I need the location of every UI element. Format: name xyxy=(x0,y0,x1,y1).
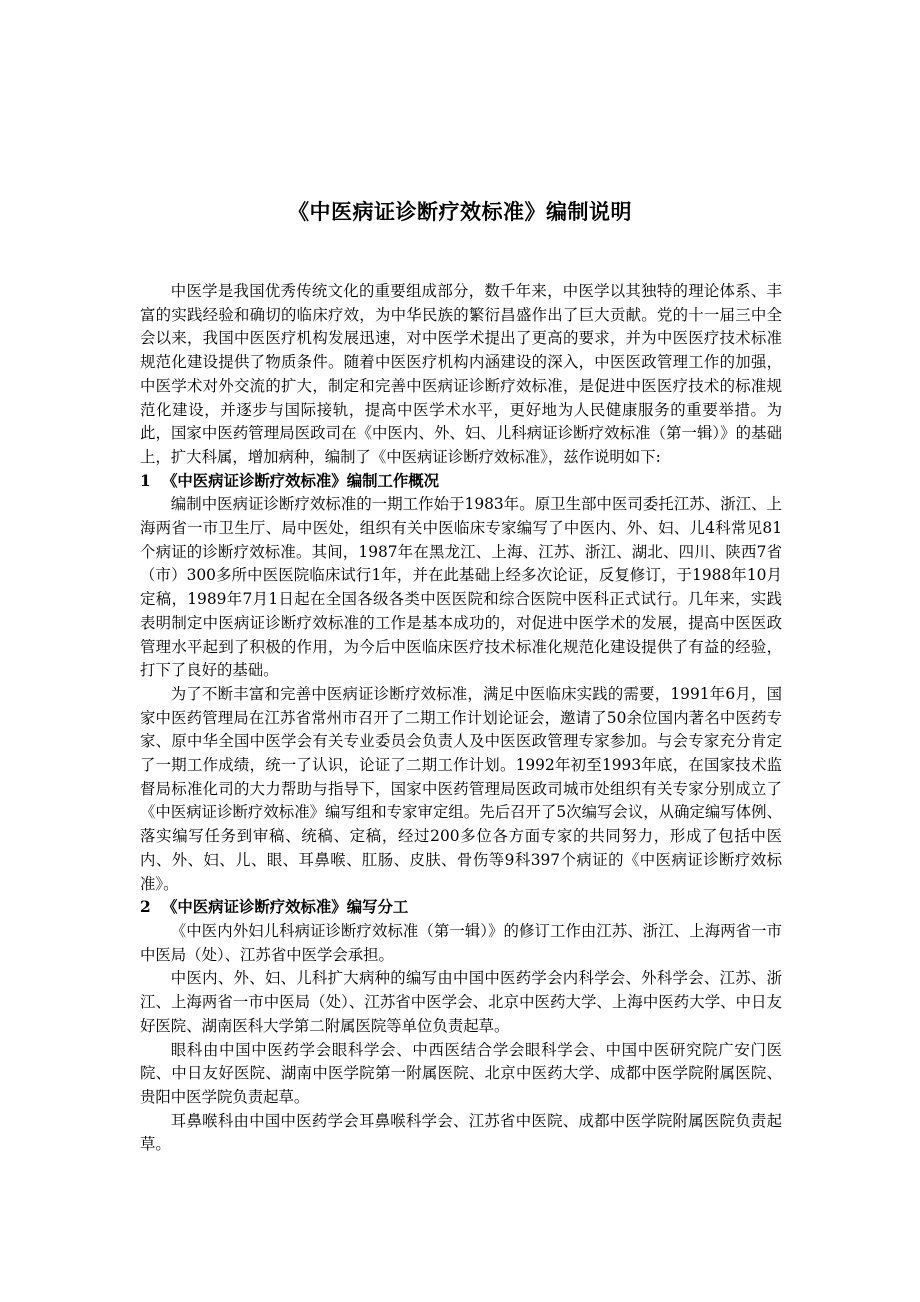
section-2-title: 《中医病证诊断疗效标准》编写分工 xyxy=(162,898,409,917)
section-2-number: 2 xyxy=(140,898,151,917)
document-title: 《中医病证诊断疗效标准》编制说明 xyxy=(288,200,632,224)
section-1-paragraph-1: 编制中医病证诊断疗效标准的一期工作始于1983年。原卫生部中医司委托江苏、浙江、上海两省一市卫生厅、局中医处，组织有关中医临床专家编写了中医内、外、妇、儿4科常见81个病证的诊断疗效标准。其间，1987年在黑龙江、上海、江苏、浙江、湖北、四川、陕西7省（市）300多所中医医院临床试行1年，并在此基础上经多次论证，反复修订，于1988年10月定稿，1989年7月1日起在全国各级各类中医医院和综合医院中医科正式试行。几年来，实践表明制定中医病证诊断疗效标准的工作是基本成功的，对促进中医学术的发展，提高中医医政管理水平起到了积极的作用，为今后中医临床医疗技术标准化规范化建设提供了有益的经验，打下了良好的基础。 xyxy=(140,495,782,680)
section-2-paragraph-4: 耳鼻喉科由中国中医药学会耳鼻喉科学会、江苏省中医院、成都中医学院附属医院负责起草。 xyxy=(140,1111,782,1154)
section-2-paragraph-2: 中医内、外、妇、儿科扩大病种的编写由中国中医药学会内科学会、外科学会、江苏、浙江、上海两省一市中医局（处）、江苏省中医学会、北京中医药大学、上海中医药大学、中日友好医院、湖南医科大学第二附属医院等单位负责起草。 xyxy=(140,969,782,1035)
section-2-paragraph-3: 眼科由中国中医药学会眼科学会、中西医结合学会眼科学会、中国中医研究院广安门医院、中日友好医院、湖南中医学院第一附属医院、北京中医药大学、成都中医学院附属医院、贵阳中医学院负责起草。 xyxy=(140,1040,782,1106)
intro-paragraph: 中医学是我国优秀传统文化的重要组成部分，数千年来，中医学以其独特的理论体系、丰富的实践经验和确切的临床疗效，为中华民族的繁衍昌盛作出了巨大贡献。党的十一届三中全会以来，我国中医医疗机构发展迅速，对中医学术提出了更高的要求，并为中医医疗技术标准规范化建设提供了物质条件。随着中医医疗机构内涵建设的深入，中医医政管理工作的加强，中医学术对外交流的扩大，制定和完善中医病证诊断疗效标准，是促进中医医疗技术的标准规范化建设，并逐步与国际接轨，提高中医学术水平，更好地为人民健康服务的重要举措。为此，国家中医药管理局医政司在《中医内、外、妇、儿科病证诊断疗效标准（第一辑）》的基础上，扩大科属，增加病种，编制了《中医病证诊断疗效标准》，兹作说明如下: xyxy=(140,282,782,466)
section-2-heading xyxy=(140,896,782,920)
section-1-title: 《中医病证诊断疗效标准》编制工作概况 xyxy=(162,471,440,490)
section-1-paragraph-2: 为了不断丰富和完善中医病证诊断疗效标准，满足中医临床实践的需要，1991年6月，国家中医药管理局在江苏省常州市召开了二期工作计划论证会，邀请了50余位国内著名中医药专家、原中华全国中医学会有关专业委员会负责人及中医医政管理专家参加。与会专家充分肯定了一期工作成绩，统一了认识，论证了二期工作计划。1992年初至1993年底，在国家技术监督局标准化司的大力帮助与指导下，国家中医药管理局医政司城市处组织有关专家分别成立了《中医病证诊断疗效标准》编写组和专家审定组。先后召开了5次编写会议，从确定编写体例、落实编写任务到审稿、统稿、定稿，经过200多位各方面专家的共同努力，形成了包括中医内、外、妇、儿、眼、耳鼻喉、肛肠、皮肤、骨伤等9科397个病证的《中医病证诊断疗效标准》。 xyxy=(140,684,782,893)
section-1-number: 1 xyxy=(140,471,151,490)
document-body xyxy=(140,280,782,1157)
section-1-heading xyxy=(140,470,782,494)
section-2-paragraph-1: 《中医内外妇儿科病证诊断疗效标准（第一辑）》的修订工作由江苏、浙江、上海两省一市中医局（处）、江苏省中医学会承担。 xyxy=(140,921,782,964)
